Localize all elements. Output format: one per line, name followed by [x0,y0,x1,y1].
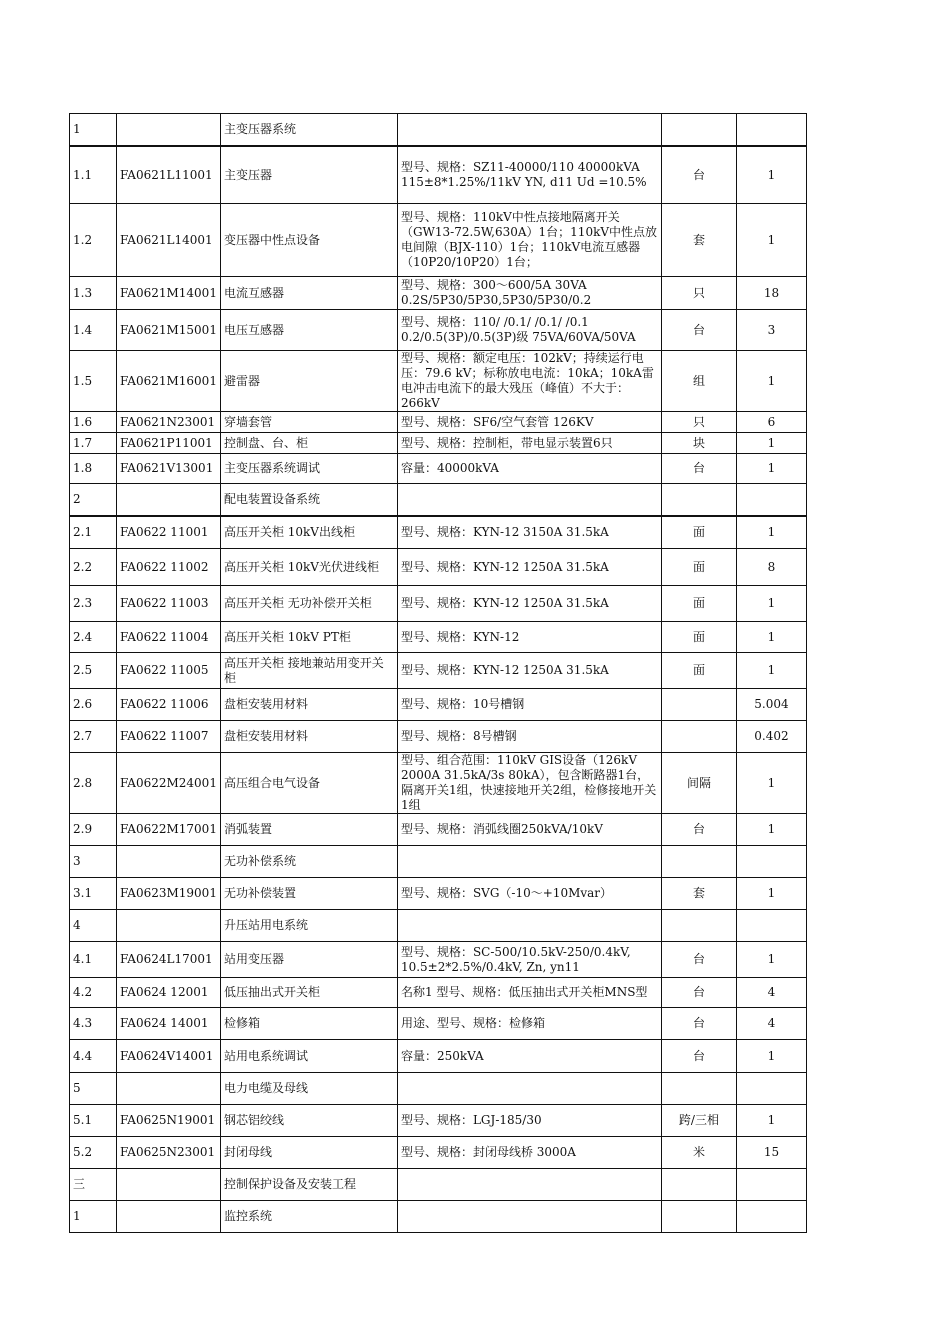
item-spec-cell: 型号、规格：额定电压：102kV；持续运行电压：79.6 kV；标称放电电流：10kA；10kA雷电冲击电流下的最大残压（峰值）不大于：266kV [397,351,661,412]
item-code-cell: FA0621N23001 [117,412,221,433]
item-spec-cell: 型号、规格：SVG（-10～+10Mvar） [397,878,661,910]
item-number-cell: 4.1 [70,942,117,978]
item-name-cell: 穿墙套管 [220,412,397,433]
item-quantity-cell [736,1201,806,1233]
item-number-cell: 1.6 [70,412,117,433]
item-number-cell: 5.2 [70,1137,117,1169]
item-quantity-cell: 1 [736,433,806,454]
item-spec-cell: 用途、型号、规格：检修箱 [397,1008,661,1040]
item-unit-cell: 面 [661,622,736,653]
item-name-cell: 控制盘、台、柜 [220,433,397,454]
item-spec-cell: 型号、规格：控制柜，带电显示装置6只 [397,433,661,454]
item-name-cell: 电力电缆及母线 [220,1073,397,1105]
table-row [70,1169,807,1201]
item-spec-cell: 型号、规格：KYN-12 3150A 31.5kA [397,516,661,549]
item-name-cell: 电流互感器 [220,277,397,310]
table-row [70,351,807,412]
item-unit-cell: 台 [661,146,736,204]
item-code-cell: FA0622 11003 [117,586,221,622]
item-name-cell: 消弧装置 [220,814,397,846]
item-quantity-cell [736,1073,806,1105]
item-spec-cell: 型号、规格：110kV中性点接地隔离开关（GW13-72.5W,630A）1台；110kV中性点放电间隙（BJX-110）1台；110kV电流互感器（10P20/10P20）1台； [397,204,661,277]
item-quantity-cell: 1 [736,204,806,277]
item-number-cell: 3.1 [70,878,117,910]
item-unit-cell: 间隔 [661,753,736,814]
item-code-cell [117,484,221,517]
item-name-cell: 盘柜安装用材料 [220,721,397,753]
item-code-cell: FA0621M15001 [117,310,221,351]
item-unit-cell: 套 [661,878,736,910]
table-row [70,910,807,942]
item-spec-cell: 型号、规格：KYN-12 1250A 31.5kA [397,549,661,586]
item-spec-cell: 型号、规格：SC-500/10.5kV-250/0.4kV, 10.5±2*2.5%/0.4kV, Zn, yn11 [397,942,661,978]
table-row [70,204,807,277]
table-row [70,549,807,586]
item-number-cell: 5 [70,1073,117,1105]
item-spec-cell: 型号、规格：SF6/空气套管 126KV [397,412,661,433]
equipment-table [69,113,807,1233]
table-row [70,277,807,310]
item-unit-cell: 台 [661,1008,736,1040]
item-quantity-cell: 1 [736,814,806,846]
table-row [70,586,807,622]
item-code-cell: FA0622 11002 [117,549,221,586]
item-unit-cell: 套 [661,204,736,277]
item-quantity-cell: 1 [736,653,806,689]
table-row [70,1073,807,1105]
table-row [70,146,807,204]
item-code-cell: FA0622 11004 [117,622,221,653]
item-number-cell: 1.4 [70,310,117,351]
item-unit-cell [661,721,736,753]
item-number-cell: 三 [70,1169,117,1201]
item-unit-cell: 台 [661,454,736,484]
item-name-cell: 升压站用电系统 [220,910,397,942]
table-row [70,454,807,484]
item-name-cell: 封闭母线 [220,1137,397,1169]
item-spec-cell: 型号、规格：10号槽钢 [397,689,661,721]
item-number-cell: 1.7 [70,433,117,454]
item-spec-cell [397,484,661,517]
item-name-cell: 高压开关柜 10kV PT柜 [220,622,397,653]
item-quantity-cell: 1 [736,516,806,549]
table-body [70,114,807,1233]
item-spec-cell: 型号、规格：110/ /0.1/ /0.1/ /0.1 0.2/0.5(3P)/0.5(3P)级 75VA/60VA/50VA [397,310,661,351]
item-code-cell: FA0621L11001 [117,146,221,204]
item-name-cell: 无功补偿装置 [220,878,397,910]
item-spec-cell: 型号、规格：SZ11-40000/110 40000kVA 115±8*1.25%/11kV YN, d11 Ud =10.5% [397,146,661,204]
item-unit-cell: 只 [661,277,736,310]
item-name-cell: 变压器中性点设备 [220,204,397,277]
item-unit-cell: 台 [661,310,736,351]
item-number-cell: 4.2 [70,978,117,1008]
item-code-cell: FA0622 11007 [117,721,221,753]
item-number-cell: 2.3 [70,586,117,622]
item-unit-cell: 只 [661,412,736,433]
table-row [70,689,807,721]
item-number-cell: 1.2 [70,204,117,277]
item-spec-cell: 型号、规格：封闭母线桥 3000A [397,1137,661,1169]
item-number-cell: 3 [70,846,117,878]
item-unit-cell [661,1201,736,1233]
item-unit-cell: 台 [661,942,736,978]
item-quantity-cell: 1 [736,586,806,622]
table-row [70,846,807,878]
item-code-cell: FA0622 11005 [117,653,221,689]
item-name-cell: 监控系统 [220,1201,397,1233]
item-quantity-cell: 18 [736,277,806,310]
item-quantity-cell [736,1169,806,1201]
item-code-cell [117,114,221,147]
item-code-cell: FA0625N19001 [117,1105,221,1137]
item-code-cell [117,910,221,942]
item-spec-cell: 名称1 型号、规格：低压抽出式开关柜MNS型 [397,978,661,1008]
table-row [70,1040,807,1073]
item-quantity-cell: 1 [736,1105,806,1137]
item-unit-cell: 跨/三相 [661,1105,736,1137]
table-row [70,114,807,147]
table-row [70,484,807,517]
item-unit-cell [661,1169,736,1201]
item-name-cell: 高压组合电气设备 [220,753,397,814]
item-code-cell: FA0622 11001 [117,516,221,549]
item-code-cell: FA0622M24001 [117,753,221,814]
item-name-cell: 避雷器 [220,351,397,412]
item-number-cell: 1.1 [70,146,117,204]
table-row [70,310,807,351]
item-spec-cell [397,1201,661,1233]
table-row [70,721,807,753]
item-quantity-cell: 4 [736,978,806,1008]
item-unit-cell: 块 [661,433,736,454]
item-quantity-cell: 1 [736,146,806,204]
item-name-cell: 主变压器系统 [220,114,397,147]
item-code-cell: FA0621V13001 [117,454,221,484]
item-unit-cell: 台 [661,978,736,1008]
item-number-cell: 4.4 [70,1040,117,1073]
table-row [70,753,807,814]
item-quantity-cell: 8 [736,549,806,586]
item-quantity-cell: 1 [736,351,806,412]
item-quantity-cell: 1 [736,1040,806,1073]
item-code-cell: FA0621L14001 [117,204,221,277]
item-unit-cell [661,910,736,942]
item-code-cell: FA0625N23001 [117,1137,221,1169]
item-code-cell [117,1169,221,1201]
table-row [70,412,807,433]
item-name-cell: 站用变压器 [220,942,397,978]
item-name-cell: 盘柜安装用材料 [220,689,397,721]
item-spec-cell: 型号、规格：300～600/5A 30VA 0.2S/5P30/5P30,5P30/5P30/0.2 [397,277,661,310]
item-code-cell: FA0623M19001 [117,878,221,910]
table-row [70,653,807,689]
item-spec-cell [397,114,661,147]
item-quantity-cell: 1 [736,878,806,910]
item-quantity-cell: 1 [736,942,806,978]
item-number-cell: 2.8 [70,753,117,814]
item-unit-cell: 面 [661,516,736,549]
item-quantity-cell: 1 [736,454,806,484]
item-number-cell: 1.8 [70,454,117,484]
item-code-cell: FA0624 12001 [117,978,221,1008]
item-number-cell: 1 [70,114,117,147]
table-row [70,1105,807,1137]
item-name-cell: 低压抽出式开关柜 [220,978,397,1008]
table-row [70,1008,807,1040]
item-quantity-cell: 0.402 [736,721,806,753]
item-quantity-cell: 4 [736,1008,806,1040]
item-quantity-cell: 5.004 [736,689,806,721]
item-code-cell: FA0622M17001 [117,814,221,846]
item-number-cell: 5.1 [70,1105,117,1137]
item-name-cell: 高压开关柜 10kV出线柜 [220,516,397,549]
item-spec-cell: 容量：40000kVA [397,454,661,484]
item-spec-cell: 容量：250kVA [397,1040,661,1073]
item-number-cell: 4.3 [70,1008,117,1040]
item-number-cell: 4 [70,910,117,942]
item-quantity-cell: 1 [736,753,806,814]
item-code-cell [117,846,221,878]
item-spec-cell: 型号、规格：KYN-12 1250A 31.5kA [397,653,661,689]
item-unit-cell: 面 [661,586,736,622]
item-code-cell: FA0624 14001 [117,1008,221,1040]
item-unit-cell: 面 [661,653,736,689]
item-name-cell: 站用电系统调试 [220,1040,397,1073]
item-unit-cell: 面 [661,549,736,586]
item-spec-cell [397,1169,661,1201]
item-name-cell: 检修箱 [220,1008,397,1040]
item-quantity-cell [736,846,806,878]
item-name-cell: 钢芯铝绞线 [220,1105,397,1137]
item-code-cell [117,1201,221,1233]
item-spec-cell: 型号、规格：KYN-12 1250A 31.5kA [397,586,661,622]
item-unit-cell: 台 [661,1040,736,1073]
item-unit-cell [661,484,736,517]
item-quantity-cell [736,114,806,147]
item-unit-cell [661,1073,736,1105]
table-row [70,878,807,910]
item-spec-cell: 型号、组合范围：110kV GIS设备（126kV 2000A 31.5kA/3s 80kA），包含断路器1台，隔离开关1组，快速接地开关2组，检修接地开关1组 [397,753,661,814]
item-name-cell: 主变压器系统调试 [220,454,397,484]
item-quantity-cell: 3 [736,310,806,351]
item-name-cell: 主变压器 [220,146,397,204]
item-number-cell: 2.7 [70,721,117,753]
item-number-cell: 2.1 [70,516,117,549]
item-number-cell: 2.4 [70,622,117,653]
item-quantity-cell: 15 [736,1137,806,1169]
table-row [70,814,807,846]
item-spec-cell [397,910,661,942]
item-spec-cell: 型号、规格：KYN-12 [397,622,661,653]
table-row [70,942,807,978]
item-unit-cell [661,114,736,147]
item-number-cell: 2.5 [70,653,117,689]
item-name-cell: 控制保护设备及安装工程 [220,1169,397,1201]
item-code-cell: FA0622 11006 [117,689,221,721]
item-unit-cell [661,846,736,878]
item-spec-cell: 型号、规格：LGJ-185/30 [397,1105,661,1137]
table-row [70,433,807,454]
table-row [70,1201,807,1233]
item-code-cell: FA0621M14001 [117,277,221,310]
item-name-cell: 电压互感器 [220,310,397,351]
item-spec-cell [397,846,661,878]
item-code-cell [117,1073,221,1105]
table-row [70,516,807,549]
item-code-cell: FA0624L17001 [117,942,221,978]
item-unit-cell: 组 [661,351,736,412]
item-name-cell: 配电装置设备系统 [220,484,397,517]
item-unit-cell: 米 [661,1137,736,1169]
item-unit-cell: 台 [661,814,736,846]
item-number-cell: 1.5 [70,351,117,412]
item-number-cell: 2.9 [70,814,117,846]
item-name-cell: 高压开关柜 接地兼站用变开关柜 [220,653,397,689]
table-row [70,978,807,1008]
table-row [70,622,807,653]
item-code-cell: FA0621M16001 [117,351,221,412]
item-name-cell: 高压开关柜 无功补偿开关柜 [220,586,397,622]
table-row [70,1137,807,1169]
item-code-cell: FA0621P11001 [117,433,221,454]
item-quantity-cell: 1 [736,622,806,653]
item-spec-cell: 型号、规格：消弧线圈250kVA/10kV [397,814,661,846]
item-code-cell: FA0624V14001 [117,1040,221,1073]
item-quantity-cell [736,910,806,942]
item-quantity-cell: 6 [736,412,806,433]
item-spec-cell: 型号、规格：8号槽钢 [397,721,661,753]
item-quantity-cell [736,484,806,517]
item-number-cell: 2 [70,484,117,517]
item-name-cell: 高压开关柜 10kV光伏进线柜 [220,549,397,586]
item-number-cell: 2.2 [70,549,117,586]
item-name-cell: 无功补偿系统 [220,846,397,878]
bill-of-quantities-sheet [69,113,807,1233]
item-unit-cell [661,689,736,721]
item-number-cell: 1.3 [70,277,117,310]
item-number-cell: 1 [70,1201,117,1233]
item-spec-cell [397,1073,661,1105]
item-number-cell: 2.6 [70,689,117,721]
